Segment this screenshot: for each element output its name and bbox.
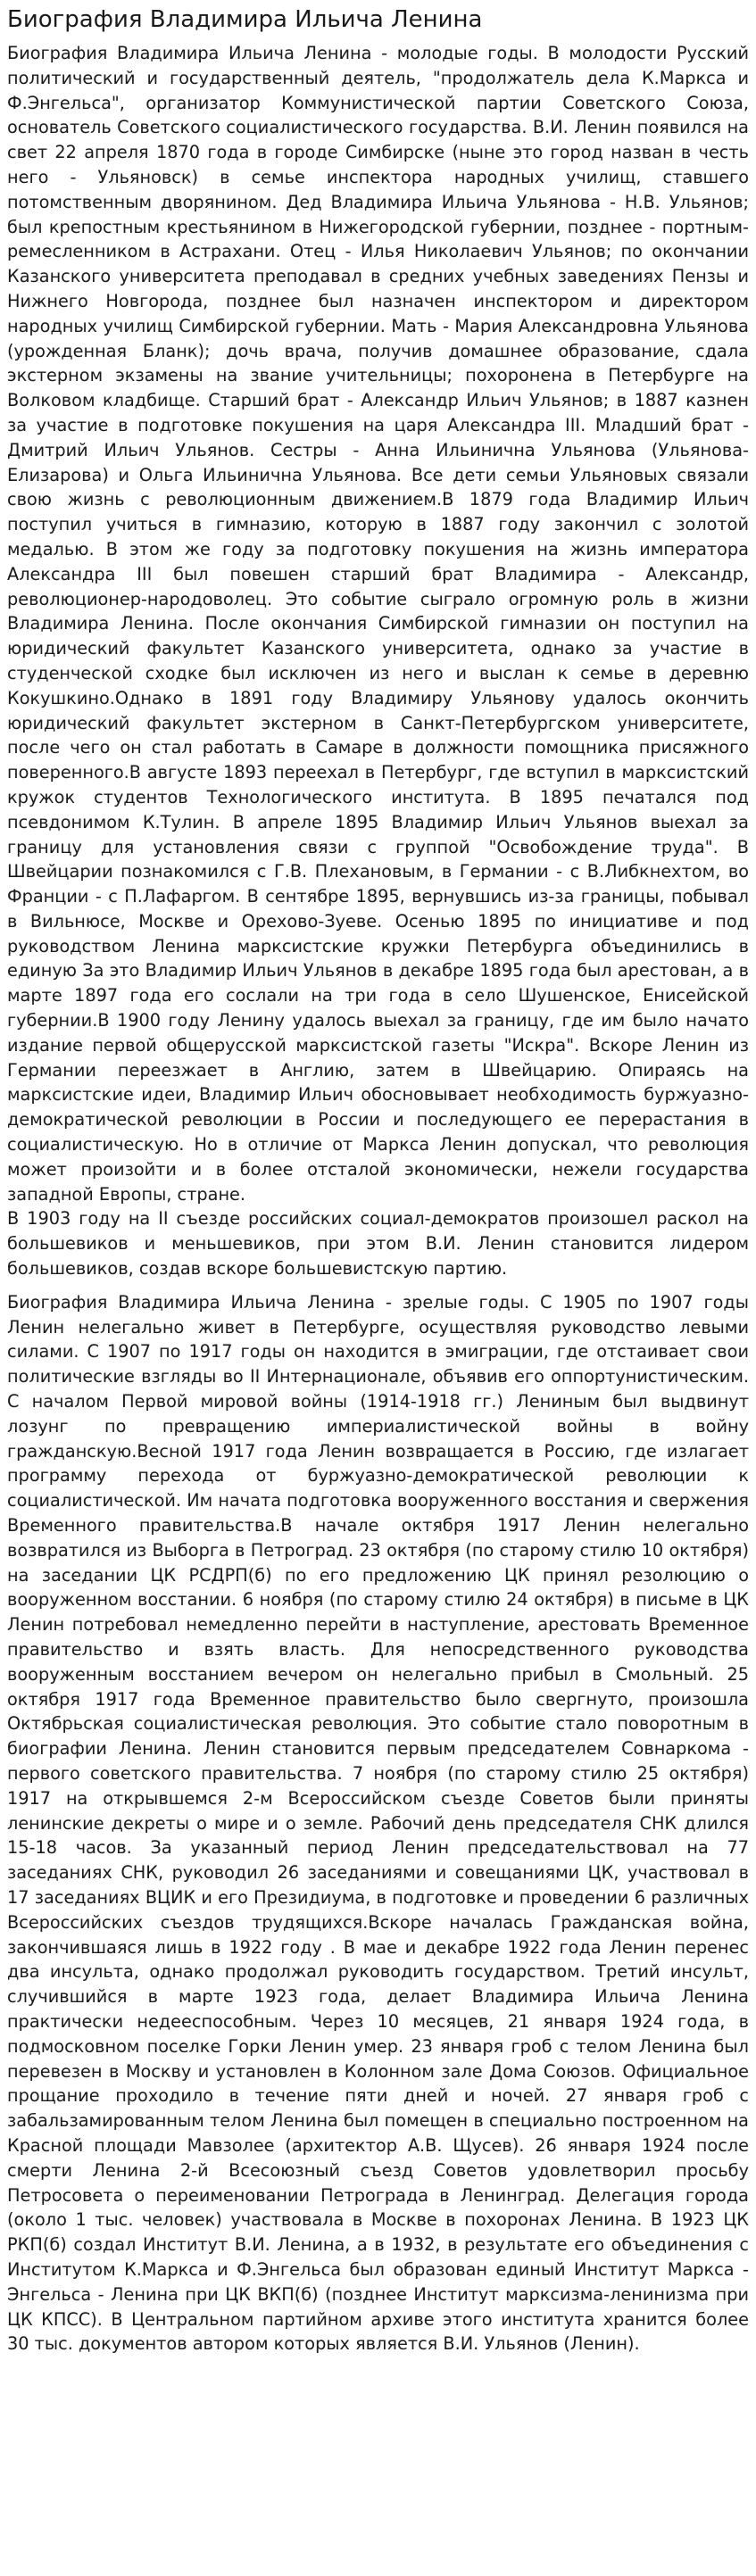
article <box>7 4 749 2357</box>
paragraph-1903-congress: В 1903 году на II съезде российских социал-демократов произошел раскол на большевиков и меньшевиков, при этом В.И. Ленин становится лидером большевиков, создав вскоре большевистскую партию. <box>7 1208 749 1280</box>
article-title: Биография Владимира Ильича Ленина <box>7 6 483 33</box>
paragraph-mature-years: Биография Владимира Ильича Ленина - зрелые годы. С 1905 по 1907 годы Ленин нелегально живет в Петербурге, осуществляя руководство левыми силами. С 1907 по 1917 годы он находится в эмиграции, где отстаивает свои политические взгляды во II Интернационале, объявив его оппортунистическим. С началом Первой мировой войны (1914-1918 гг.) Лениным был выдвинут лозунг по превращению империалистической войны в войну гражданскую.Весной 1917 года Ленин возвращается в Россию, где излагает программу перехода от буржуазно-демократической революции к социалистической. Им начата подготовка вооруженного восстания и свержения Временного правительства.В начале октября 1917 Ленин нелегально возвратился из Выборга в Петроград. 23 октября (по старому стилю 10 октября) на заседании ЦК РСДРП(б) по его предложению ЦК принял резолюцию о вооруженном восстании. 6 ноября (по старому стилю 24 октября) в письме в ЦК Ленин потребовал немедленно перейти в наступление, арестовать Временное правительство и взять власть. Для непосредственного руководства вооруженным восстанием вечером он нелегально прибыл в Смольный. 25 октября 1917 года Временное правительство было свергнуто, произошла Октябрьская социалистическая революция. Это событие стало поворотным в биографии Ленина. Ленин становится первым председателем Совнаркома - первого советского правительства. 7 ноября (по старому стилю 25 октября) 1917 на открывшемся 2-м Всероссийском съезде Советов были приняты ленинские декреты о мире и о земле. Рабочий день председателя СНК длился 15-18 часов. За указанный период Ленин председательствовал на 77 заседаниях СНК, руководил 26 заседаниями и совещаниями ЦК, участвовал в 17 заседаниях ВЦИК и его Президиума, в подготовке и проведении 6 различных Всероссийских съездов трудящихся.Вскоре началась Гражданская война, закончившаяся лишь в 1922 году . В мае и декабре 1922 года Ленин перенес два инсульта, однако продолжал руководить государством. Третий инсульт, случившийся в марте 1923 года, делает Владимира Ильича Ленина практически недееспособным. Через 10 месяцев, 21 января 1924 года, в подмосковном поселке Горки Ленин умер. 23 января гроб с телом Ленина был перевезен в Москву и установлен в Колонном зале Дома Союзов. Официальное прощание проходило в течение пяти дней и ночей. 27 января гроб с забальзамированным телом Ленина был помещен в специально построенном на Красной площади Мавзолее (архитектор А.В. Щусев). 26 января 1924 после смерти Ленина 2-й Всесоюзный съезд Советов удовлетворил просьбу Петросовета о переименовании Петрограда в Ленинград. Делегация города (около 1 тыс. человек) участвовала в Москве в похоронах Ленина. В 1923 ЦК РКП(б) создал Институт В.И. Ленина, а в 1932, в результате его объединения с Институтом К.Маркса и Ф.Энгельса был образован единый Институт Маркса - Энгельса - Ленина при ЦК ВКП(б) (позднее Институт марксизма-ленинизма при ЦК КПСС). В Центральном партийном архиве этого института хранится более 30 тыс. документов автором которых является В.И. Ульянов (Ленин). <box>7 1291 749 2355</box>
paragraph-early-years: Биография Владимира Ильича Ленина - молодые годы. В молодости Русский политический и государственный деятель, "продолжатель дела К.Маркса и Ф.Энгельса", организатор Коммунистической партии Советского Союза, основатель Советского социалистического государства. В.И. Ленин появился на свет 22 апреля 1870 года в городе Симбирске (ныне это город назван в честь него - Ульяновск) в семье инспектора народных училищ, ставшего потомственным дворянином. Дед Владимира Ильича Ульянова - Н.В. Ульянов; был крепостным крестьянином в Нижегородской губернии, позднее - портным-ремесленником в Астрахани. Отец - Илья Николаевич Ульянов; по окончании Казанского университета преподавал в средних учебных заведениях Пензы и Нижнего Новгорода, позднее был назначен инспектором и директором народных училищ Симбирской губернии. Мать - Мария Александровна Ульянова (урожденная Бланк); дочь врача, получив домашнее образование, сдала экстерном экзамены на звание учительницы; похоронена в Петербурге на Волковом кладбище. Старший брат - Александр Ильич Ульянов; в 1887 казнен за участие в подготовке покушения на царя Александра III. Младший брат - Дмитрий Ильич Ульянов. Сестры - Анна Ильинична Ульянова (Ульянова-Елизарова) и Ольга Ильинична Ульянова. Все дети семьи Ульяновых связали свою жизнь с революционным движением.В 1879 года Владимир Ильич поступил учиться в гимназию, которую в 1887 году закончил с золотой медалью. В этом же году за подготовку покушения на жизнь императора Александра III был повешен старший брат Владимира - Александр, революционер-народоволец. Это событие сыграло огромную роль в жизни Владимира Ленина. После окончания Симбирской гимназии он поступил на юридический факультет Казанского университета, однако за участие в студенческой сходке был исключен из него и выслан к семье в деревню Кокушкино.Однако в 1891 году Владимиру Ульянову удалось окончить юридический факультет экстерном в Санкт-Петербургском университете, после чего он стал работать в Самаре в должности помощника присяжного поверенного.В августе 1893 переехал в Петербург, где вступил в марксистский кружок студентов Технологического института. В 1895 печатался под псевдонимом К.Тулин. В апреле 1895 Владимир Ильич Ульянов выехал за границу для установления связи с группой "Освобождение труда". В Швейцарии познакомился с Г.В. Плехановым, в Германии - с В.Либкнехтом, во Франции - с П.Лафаргом. В сентябре 1895, вернувшись из-за границы, побывал в Вильнюсе, Москве и Орехово-Зуеве. Осенью 1895 по инициативе и под руководством Ленина марксистские кружки Петербурга объединились в единую За это Владимир Ильич Ульянов в декабре 1895 года был арестован, а в марте 1897 года его сослали на три года в село Шушенское, Енисейской губернии.В 1900 году Ленину удалось выехал за границу, где им было начато издание первой общерусской марксистской газеты "Искра". Вскоре Ленин из Германии переезжает в Англию, затем в Швейцарию. Опираясь на марксистские идеи, Владимир Ильич обосновывает необходимость буржуазно-демократической революции в России и последующего ее перерастания в социалистическую. Но в отличие от Маркса Ленин допускал, что революция может произойти и в более отсталой экономически, нежели государства западной Европы, стране. <box>7 43 749 1205</box>
